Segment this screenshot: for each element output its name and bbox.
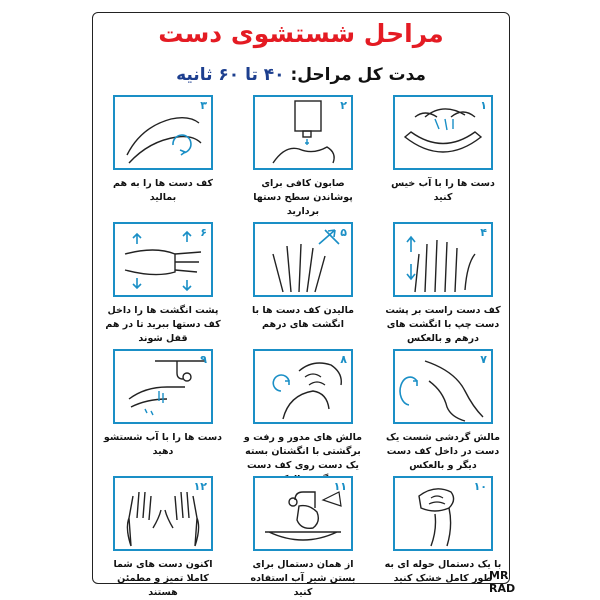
interlaced-fingers-icon — [255, 224, 351, 295]
step-number: ۵ — [340, 226, 347, 239]
rinse-hands-icon — [115, 351, 211, 422]
step-number: ۴ — [480, 226, 487, 239]
step-caption: دست ها را با آب خیس کنید — [391, 178, 495, 203]
locked-fingers-icon — [115, 224, 211, 295]
poster-title: مراحل شستشوی دست — [158, 19, 444, 48]
step-number: ۶ — [200, 226, 207, 239]
step-caption: کف دست راست بر پشت دست چپ با انگشت های درهم و بالعکس — [385, 305, 501, 344]
step-frame — [253, 95, 353, 170]
duration-range: ۴۰ تا ۶۰ ثانیه — [176, 65, 285, 85]
soap-dispenser-icon — [255, 97, 351, 168]
step-caption: دست ها را با آب شستشو دهید — [103, 432, 223, 457]
step-frame — [253, 349, 353, 424]
step-frame — [393, 222, 493, 297]
duration-label: مدت کل مراحل: — [290, 65, 426, 85]
rotate-thumb-icon — [395, 351, 491, 422]
step-frame — [113, 476, 213, 551]
rub-palms-icon — [115, 97, 211, 168]
step-frame — [253, 222, 353, 297]
back-of-hand-icon — [395, 224, 491, 295]
step-caption: اکنون دست های شما کاملا تمیز و مطمئن هستند — [113, 559, 213, 598]
step-caption: از همان دستمال برای بستن شیر آب استفاده کنید — [250, 559, 356, 598]
hand-washing-poster — [92, 12, 516, 598]
step-frame — [253, 476, 353, 551]
step-number: ۳ — [200, 99, 207, 112]
step-caption: با یک دستمال حوله ای به طور کامل خشک کنید — [384, 559, 502, 584]
fingertips-rub-icon — [255, 351, 351, 422]
step-number: ۱۱ — [333, 480, 347, 493]
brand-logo: MR RAD — [489, 569, 516, 595]
step-number: ۹ — [200, 353, 207, 366]
step-caption: پشت انگشت ها را داخل کف دستها ببرید تا در هم قفل شوند — [105, 305, 221, 344]
duration-subtitle — [93, 65, 509, 85]
step-number: ۲ — [340, 99, 347, 112]
step-caption: مالش های مدور و رفت و برگشتی با انگشتان بسته یک دست روی کف دست — [243, 432, 363, 471]
step-number: ۱۲ — [193, 480, 207, 493]
step-caption: مالیدن کف دست ها با انگشت های درهم — [251, 305, 355, 330]
step-frame — [393, 476, 493, 551]
step-frame — [113, 349, 213, 424]
step-frame — [393, 349, 493, 424]
step-caption: صابون کافی برای پوشاندن سطح دستها بردارید — [253, 178, 353, 217]
step-number: ۱ — [480, 99, 487, 112]
step-frame — [113, 95, 213, 170]
step-number: ۷ — [480, 353, 487, 366]
step-number: ۱۰ — [473, 480, 487, 493]
wet-hands-icon — [395, 97, 491, 168]
step-caption: کف دست ها را به هم بمالید — [113, 178, 213, 203]
step-caption: مالش گردشی شست یک دست در داخل کف دست دیگر و بالعکس — [386, 432, 500, 471]
step-number: ۸ — [340, 353, 347, 366]
step-frame — [393, 95, 493, 170]
step-frame — [113, 222, 213, 297]
